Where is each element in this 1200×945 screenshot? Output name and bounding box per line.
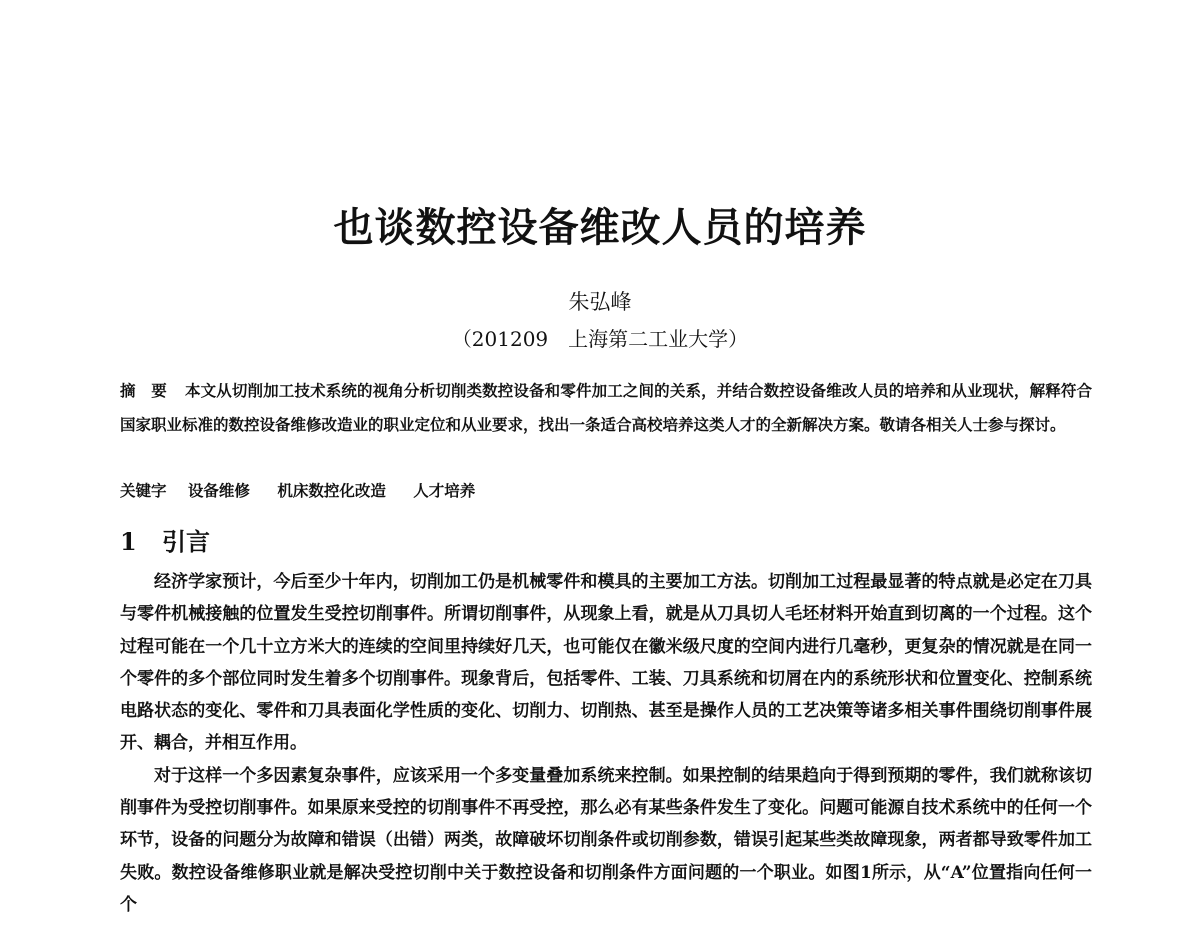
- body-text: [120, 566, 1092, 921]
- section-heading: [120, 522, 210, 557]
- paragraph: 对于这样一个多因素复杂事件，应该采用一个多变量叠加系统来控制。如果控制的结果趋向于得到预期的零件，我们就称该切削事件为受控切削事件。如果原来受控的切削事件不再受控，那么必有某些条件发生了变化。问题可能源自技术系统中的任何一个环节，设备的问题分为故障和错误（出错）两类，故障破坏切削条件或切削参数，错误引起某些类故障现象，两者都导致零件加工失败。数控设备维修职业就是解决受控切削中关于数控设备和切削条件方面问题的一个职业。如图1所示，从“A”位置指向任何一个: [120, 765, 1092, 915]
- paper-title: 也谈数控设备维改人员的培养: [333, 205, 867, 251]
- abstract-label: 摘 要: [120, 382, 167, 400]
- author-affiliation: （201209 上海第二工业大学）: [451, 327, 749, 351]
- author-name: 朱弘峰: [568, 290, 632, 314]
- keyword-item: 人才培养: [413, 481, 476, 500]
- keywords: [120, 476, 1092, 506]
- keyword-item: 机床数控化改造: [277, 481, 386, 500]
- abstract: [120, 374, 1092, 441]
- section-title: 引言: [162, 528, 210, 556]
- abstract-text: 本文从切削加工技术系统的视角分析切削类数控设备和零件加工之间的关系，并结合数控设备维改人员的培养和从业现状，解释符合国家职业标准的数控设备维修改造业的职业定位和从业要求，找出一条适合高校培养这类人才的全新解决方案。敬请各相关人士参与探讨。: [120, 381, 1092, 434]
- keywords-label: 关键字: [120, 482, 167, 500]
- section-number: 1: [120, 527, 137, 556]
- paragraph: 经济学家预计，今后至少十年内，切削加工仍是机械零件和模具的主要加工方法。切削加工过程最显著的特点就是必定在刀具与零件机械接触的位置发生受控切削事件。所谓切削事件，从现象上看，就是从刀具切人毛坯材料开始直到切离的一个过程。这个过程可能在一个几十立方米大的连续的空间里持续好几天，也可能仅在徽米级尺度的空间内进行几毫秒，更复杂的情况就是在同一个零件的多个部位同时发生着多个切削事件。现象背后，包括零件、工装、刀具系统和切屑在内的系统形状和位置变化、控制系统电路状态的变化、零件和刀具表面化学性质的变化、切削力、切削热、甚至是操作人员的工艺决策等诸多相关事件围绕切削事件展开、耦合，并相互作用。: [120, 572, 1092, 754]
- keyword-item: 设备维修: [187, 481, 250, 500]
